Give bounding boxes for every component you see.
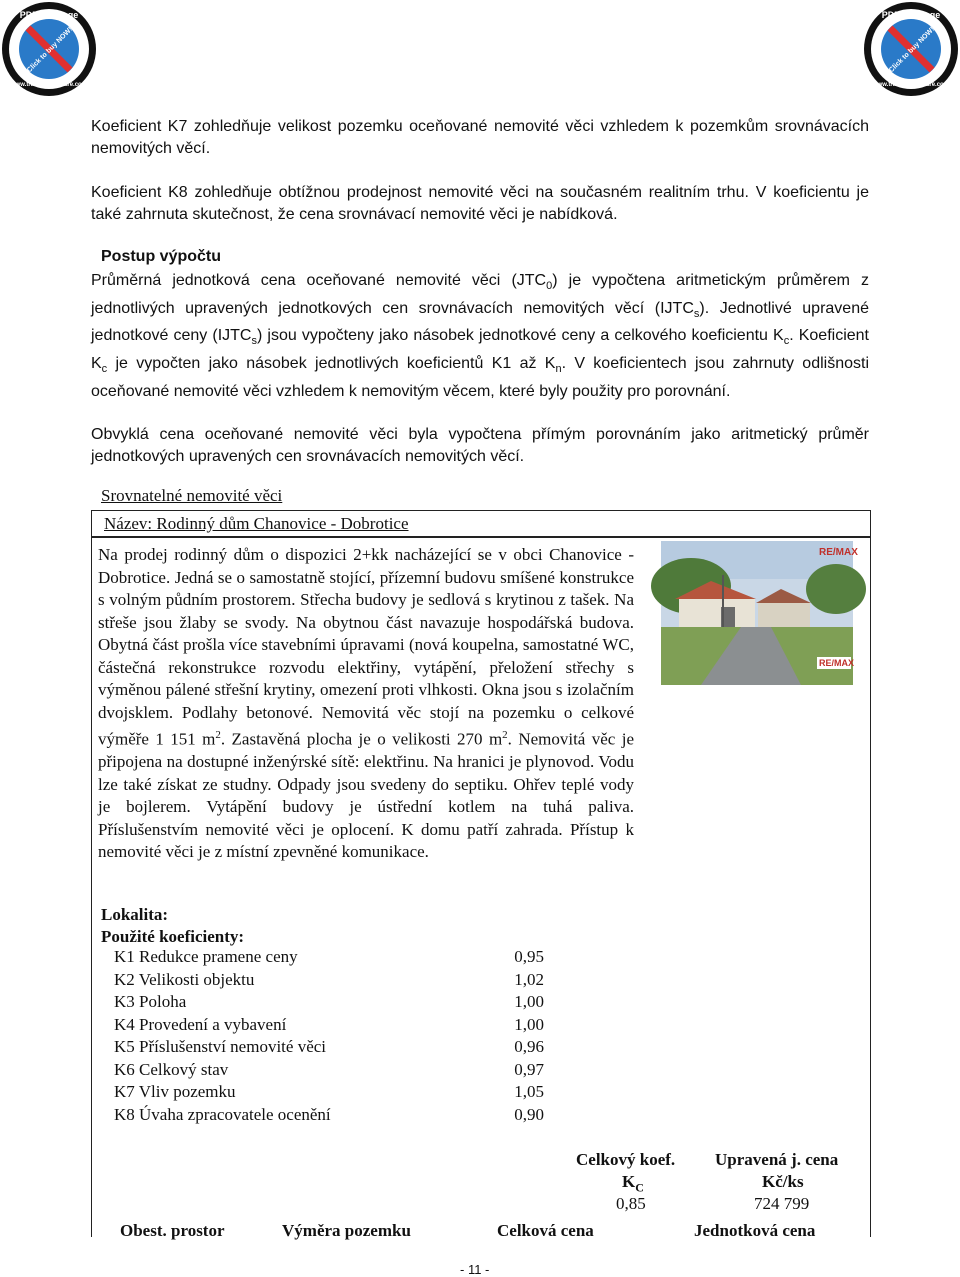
coefficient-row: K1 Redukce pramene ceny 0,95	[114, 947, 544, 966]
photo-sign-bottom: RE/MAX	[819, 658, 855, 668]
listing-description: Na prodej rodinný dům o dispozici 2+kk nacházející se v obci Chanovice - Dobrotice. Jedná se o samostatně stojící, přízemní budovu smíšené konstrukce s volným půdním prostorem. Střecha budovy je sedlová s krytinou z tašek. Na střeše jsou žlaby se svody. Na obytnou část navazuje hospodářská budova. Obytná část prošla více stavebními úpravami (nová koupelna, samostatné WC, částečná rekonstrukce rozvodu elektřiny, vytápění, přeložení střechy s výměnou pálené střešní krytiny, omezení proti vlhkosti. Okna jsou s izolačním dvojsklem. Podlahy betonové. Nemovitá věc stojí na pozemku o celkové výměře 1 151 $m^2$. Zastavěná plocha je o velikosti 270 $m^2$. Nemovitá věc je připojena na dostupné inženýrské sítě: elektřinu. Na hranici je plynovod. Vodu lze také získat ze studny. Odpady jsou svedeny do septiku. Ohřev teplé vody je bojlerem. Vytápění budovy je ústřední kotlem na tuhá paliva. Příslušenstvím nemovité věci je oplocení. K domu patří zahrada. Přístup k nemovité věci je z místní zpevněné komunikace.	[98, 545, 635, 862]
postup-heading: Postup výpočtu	[101, 248, 222, 265]
photo-sign-top: RE/MAX	[819, 547, 858, 558]
coefficient-row: K8 Úvaha zpracovatele ocenění 0,90	[114, 1104, 544, 1124]
summary-celkovy-koef: Celkový koef.	[576, 1150, 676, 1169]
footer-header-obest-prostor: Obest. prostor	[120, 1221, 225, 1240]
stamp-url: www.tracker-software.com	[872, 82, 950, 88]
footer-header-vymera-pozemku: Výměra pozemku	[282, 1221, 411, 1240]
property-photo	[661, 541, 858, 685]
page-number: - 11 -	[460, 1262, 490, 1277]
k8-paragraph: Koeficient K8 zohledňuje obtížnou prodejnost nemovité věci na současném realitním trhu. V koeficientu je také zahrnuta skutečnost, že cena srovnávací nemovité věci je nabídková.	[91, 184, 869, 223]
koeficienty-heading: Použité koeficienty:	[101, 927, 245, 946]
listing-name: Název: Rodinný dům Chanovice - Dobrotice	[104, 514, 409, 533]
stamp-url: www.tracker-software.com	[10, 82, 88, 88]
summary-kc: $K_C$	[622, 1172, 644, 1195]
summary-upravena-cena: Upravená j. cena	[715, 1150, 839, 1169]
coefficient-row: K4 Provedení a vybavení 1,00	[114, 1014, 544, 1034]
postup-paragraph: Průměrná jednotková cena oceňované nemovité věci $(JTC_0)$ je vypočtena aritmetickým průměrem z jednotlivých upravených jednotkových cen srovnávacích nemovitých věcí $(IJTC_s)$. Jednotlivé upravené jednotkové ceny $(IJTC_s)$ jsou vypočteny jako násobek jednotkové ceny a celkového koeficientu $K_c$. Koeficient $K_c$ je vypočten jako násobek jednotlivých koeficientů K1 až $K_n$. V koeficientech jsou zahrnuty odlišnosti oceňované nemovité věci vzhledem k nemovitým věcem, které byly použity pro porovnání.	[91, 272, 870, 400]
summary-price-value: 724 799	[754, 1194, 810, 1213]
footer-header-jednotkova-cena: Jednotková cena	[694, 1221, 816, 1240]
pdf-xchange-stamp-left[interactable]	[0, 0, 98, 98]
coefficient-row: K6 Celkový stav 0,97	[114, 1059, 544, 1079]
obvykla-paragraph: Obvyklá cena oceňované nemovité věci byla vypočtena přímým porovnáním jako aritmetický průměr jednotkových upravených cen srovnávacích nemovitých věcí.	[91, 426, 869, 465]
stamp-title: PDF-Xchange	[881, 10, 941, 20]
lokalita-label: Lokalita:	[101, 905, 169, 924]
coefficient-row: K5 Příslušenství nemovité věci 0,96	[114, 1037, 544, 1056]
stamp-cta: Click to buy NOW!	[887, 25, 937, 75]
summary-koef-value: 0,85	[616, 1194, 646, 1213]
coefficient-row: K2 Velikosti objektu 1,02	[114, 969, 544, 989]
k7-paragraph: Koeficient K7 zohledňuje velikost pozemku oceňované nemovité věci vzhledem k pozemkům srovnávacích nemovitých věcí.	[91, 118, 869, 157]
stamp-cta: Click to buy NOW!	[25, 25, 75, 75]
section-title: Srovnatelné nemovité věci	[101, 486, 283, 505]
stamp-title: PDF-Xchange	[19, 10, 79, 20]
coefficient-row: K3 Poloha 1,00	[114, 992, 544, 1011]
summary-unit: Kč/ks	[762, 1172, 804, 1191]
footer-header-celkova-cena: Celková cena	[497, 1221, 594, 1240]
coefficient-row: K7 Vliv pozemku 1,05	[114, 1082, 544, 1101]
listing-name-box	[91, 510, 871, 538]
pdf-xchange-stamp-right[interactable]	[862, 0, 960, 98]
